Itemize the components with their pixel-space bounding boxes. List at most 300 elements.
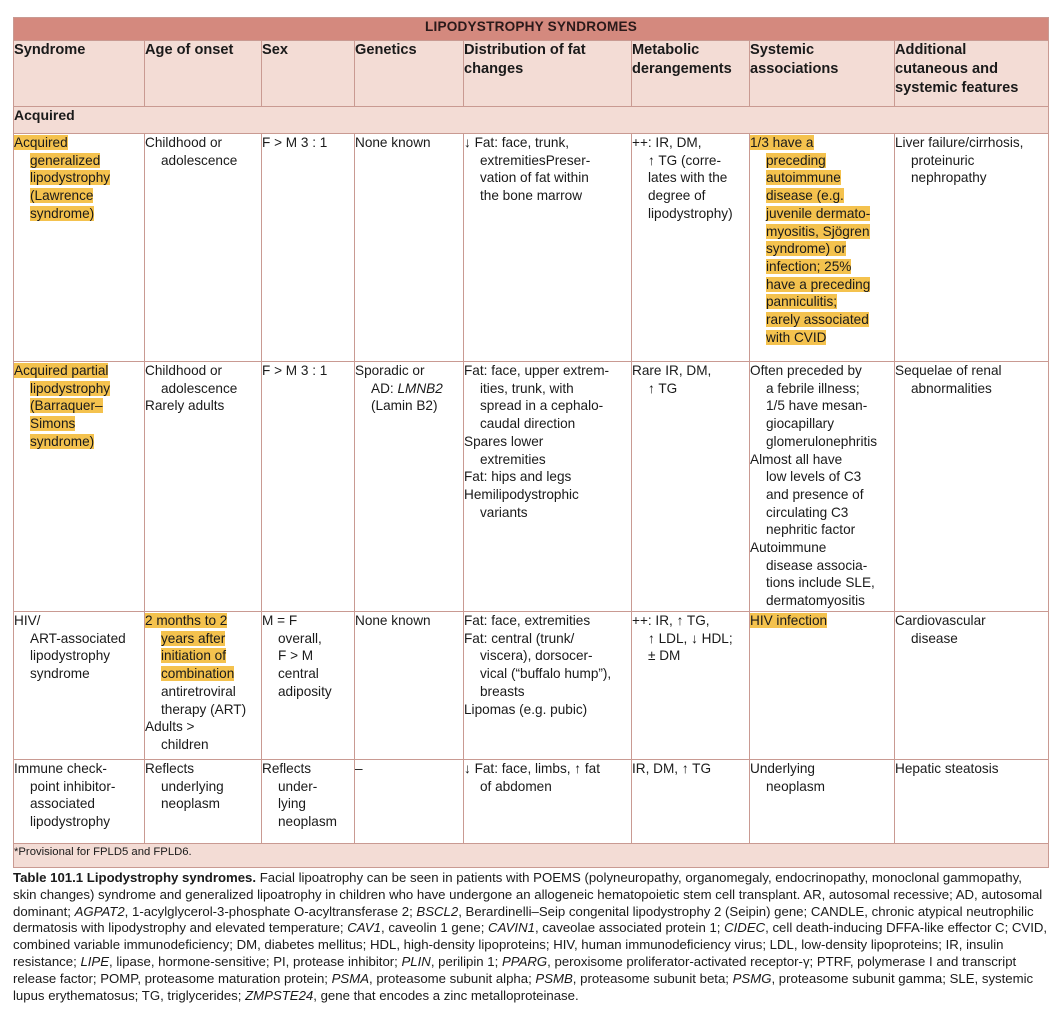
cell-text: IR, DM, ↑ TG — [632, 761, 712, 776]
cell-sex — [262, 612, 355, 760]
cell-line — [464, 683, 631, 701]
cell-line — [14, 134, 144, 152]
cell-line — [145, 380, 261, 398]
cell-text: infection; 25% — [766, 258, 852, 274]
cell-text: juvenile dermato- — [766, 205, 871, 221]
cell-text: tions include SLE, — [766, 575, 875, 591]
cell-text: caudal direction — [480, 416, 576, 432]
cell-text: 1/3 have a — [750, 135, 814, 150]
cell-sex — [262, 134, 355, 362]
cell-text: ↑ LDL, ↓ HDL; — [648, 630, 733, 646]
caption-segment: , cell death-inducing DFFA-like effector C; CVID, combined variable immunodeficiency; DM, diabetes mellitus; HDL, high-density lipoproteins; HIV, human immunodeficiency virus; LDL, low-density lipoproteins; IR, insulin resistance; — [13, 920, 1048, 969]
header-line: Systemic — [750, 42, 815, 58]
cell-line — [464, 380, 631, 398]
cell-line — [895, 362, 1048, 380]
cell-line — [632, 187, 749, 205]
cell-text: nephritic factor — [766, 522, 856, 538]
cell-line — [14, 433, 144, 451]
cell-line — [750, 205, 894, 223]
cell-line — [464, 415, 631, 433]
caption-segment: PSMB — [535, 970, 573, 986]
cell-line — [464, 665, 631, 683]
caption-segment: , lipase, hormone-sensitive; PI, protease inhibitor; — [109, 953, 402, 969]
cell-line — [14, 205, 144, 223]
cell-line — [262, 612, 354, 630]
caption-segment: , proteasome subunit beta; — [572, 970, 733, 986]
caption-segment: CAVIN1 — [488, 920, 535, 936]
column-header — [14, 41, 145, 107]
cell-text: glomerulonephritis — [766, 433, 878, 449]
cell-text: have a preceding — [766, 276, 871, 292]
header-line: Additional — [895, 42, 967, 58]
cell-text: Fat: face, upper extrem- — [464, 363, 610, 378]
cell-age — [145, 760, 262, 844]
cell-additional — [895, 362, 1049, 612]
cell-line — [145, 134, 261, 152]
cell-systemic — [750, 612, 895, 760]
caption-segment: PSMA — [331, 970, 369, 986]
cell-line — [14, 362, 144, 380]
cell-line — [14, 397, 144, 415]
cell-text: syndrome) — [30, 433, 95, 449]
cell-line — [14, 813, 144, 831]
cell-text: Hemilipodystrophic — [464, 486, 579, 502]
cell-line — [262, 778, 354, 796]
cell-line — [464, 486, 631, 504]
cell-text: adiposity — [278, 683, 332, 699]
cell-text: disease (e.g. — [766, 188, 844, 204]
cell-distribution — [464, 612, 632, 760]
cell-line — [145, 362, 261, 380]
column-header — [632, 41, 750, 107]
cell-line — [145, 778, 261, 796]
cell-line — [632, 205, 749, 223]
cell-text: Liver failure/cirrhosis, — [895, 135, 1024, 150]
cell-text: of abdomen — [480, 778, 552, 794]
cell-line — [750, 397, 894, 415]
cell-line — [145, 152, 261, 170]
section-label: Acquired — [14, 107, 1049, 134]
cell-line — [14, 380, 144, 398]
cell-text: M = F — [262, 613, 298, 628]
cell-line — [14, 647, 144, 665]
cell-text: syndrome — [30, 666, 90, 682]
cell-line — [750, 521, 894, 539]
cell-text: AD: LMNB2 — [371, 380, 443, 396]
cell-text: syndrome) — [30, 205, 95, 221]
cell-text: ↑ TG — [648, 380, 678, 396]
cell-line — [895, 134, 1048, 152]
cell-text: Fat: hips and legs — [464, 469, 572, 485]
cell-line — [262, 813, 354, 831]
cell-text: generalized — [30, 152, 101, 168]
cell-line — [145, 665, 261, 683]
cell-text: disease — [911, 630, 958, 646]
cell-line — [750, 380, 894, 398]
cell-text: Adults > — [145, 719, 195, 735]
header-line: cutaneous and — [895, 61, 998, 77]
cell-line — [750, 152, 894, 170]
cell-line — [632, 612, 749, 630]
cell-line — [14, 612, 144, 630]
cell-line — [355, 760, 463, 778]
cell-line — [145, 630, 261, 648]
cell-line — [750, 329, 894, 347]
header-line: derangements — [632, 61, 732, 77]
cell-age — [145, 612, 262, 760]
cell-text: ↓ Fat: face, trunk, — [464, 135, 570, 150]
table-row — [14, 134, 1049, 362]
caption-segment: , perilipin 1; — [430, 953, 502, 969]
cell-text: preceding — [766, 152, 826, 168]
caption-segment: CAV1 — [347, 920, 381, 936]
cell-text: Rare IR, DM, — [632, 363, 712, 378]
cell-text: lipodystrophy — [30, 170, 111, 186]
cell-line — [262, 647, 354, 665]
cell-line — [750, 362, 894, 380]
cell-line — [750, 486, 894, 504]
cell-line — [750, 468, 894, 486]
cell-metabolic — [632, 362, 750, 612]
cell-line — [750, 592, 894, 610]
header-line: Syndrome — [14, 42, 86, 58]
cell-line — [464, 778, 631, 796]
cell-text: proteinuric — [911, 152, 975, 168]
cell-text: Almost all have — [750, 451, 843, 467]
cell-text: ART-associated — [30, 630, 126, 646]
cell-text: lying — [278, 796, 306, 812]
cell-additional — [895, 760, 1049, 844]
column-header — [355, 41, 464, 107]
cell-text: None known — [355, 135, 431, 150]
cell-line — [145, 736, 261, 754]
cell-text: None known — [355, 613, 431, 628]
cell-text: ++: IR, ↑ TG, — [632, 613, 710, 628]
cell-text: Childhood or — [145, 363, 223, 378]
cell-text: F > M 3 : 1 — [262, 363, 328, 378]
caption-segment: PLIN — [401, 953, 431, 969]
cell-line — [750, 760, 894, 778]
cell-line — [632, 647, 749, 665]
cell-line — [750, 574, 894, 592]
cell-text: adolescence — [161, 152, 238, 168]
cell-text: variants — [480, 504, 528, 520]
cell-text: F > M 3 : 1 — [262, 135, 328, 150]
cell-text: extremitiesPreser- — [480, 152, 591, 168]
cell-text: (Lawrence — [30, 188, 94, 204]
cell-text: therapy (ART) — [161, 701, 247, 717]
cell-text: and presence of — [766, 486, 864, 502]
cell-distribution — [464, 362, 632, 612]
cell-text: lates with the — [648, 170, 728, 186]
cell-line — [750, 415, 894, 433]
header-line: Age of onset — [145, 42, 234, 58]
cell-text: lipodystrophy) — [648, 205, 733, 221]
cell-metabolic — [632, 760, 750, 844]
cell-line — [145, 647, 261, 665]
cell-line — [895, 630, 1048, 648]
column-header — [262, 41, 355, 107]
cell-text: panniculitis; — [766, 294, 838, 310]
table-title: LIPODYSTROPHY SYNDROMES — [14, 18, 1049, 41]
cell-line — [145, 795, 261, 813]
cell-syndrome — [14, 760, 145, 844]
caption-text — [13, 870, 1047, 1003]
cell-line — [145, 718, 261, 736]
cell-text: vation of fat within — [480, 170, 589, 186]
header-line: Sex — [262, 42, 288, 58]
cell-age — [145, 134, 262, 362]
cell-text: vical (“buffalo hump”), — [480, 666, 612, 682]
table-row — [14, 612, 1049, 760]
cell-line — [750, 612, 894, 630]
cell-text: circulating C3 — [766, 504, 849, 520]
cell-text: Often preceded by — [750, 363, 862, 378]
cell-text: point inhibitor- — [30, 778, 116, 794]
cell-text: ± DM — [648, 648, 681, 664]
cell-systemic — [750, 362, 895, 612]
cell-line — [355, 362, 463, 380]
cell-line — [464, 134, 631, 152]
cell-line — [750, 539, 894, 557]
cell-line — [464, 397, 631, 415]
cell-text: adolescence — [161, 380, 238, 396]
cell-line — [632, 134, 749, 152]
cell-distribution — [464, 134, 632, 362]
cell-line — [464, 187, 631, 205]
cell-text: with CVID — [766, 329, 827, 345]
cell-text: autoimmune — [766, 170, 841, 186]
cell-text: underlying — [161, 778, 224, 794]
cell-text: Childhood or — [145, 135, 223, 150]
cell-line — [632, 169, 749, 187]
cell-text: central — [278, 666, 319, 682]
cell-text: degree of — [648, 188, 706, 204]
table-footnote: *Provisional for FPLD5 and FPLD6. — [14, 844, 1049, 868]
cell-text: neoplasm — [278, 814, 337, 830]
cell-text: years after — [161, 630, 226, 646]
cell-text: rarely associated — [766, 312, 869, 328]
cell-text: Rarely adults — [145, 398, 225, 414]
cell-line — [750, 187, 894, 205]
cell-text: 1/5 have mesan- — [766, 398, 868, 414]
table-caption — [13, 870, 1048, 1004]
cell-additional — [895, 134, 1049, 362]
caption-segment: ZMPSTE24 — [245, 987, 314, 1003]
caption-segment: AGPAT2 — [74, 903, 125, 919]
caption-segment: , caveolin 1 gene; — [381, 920, 489, 936]
cell-line — [750, 134, 894, 152]
cell-text: 2 months to 2 — [145, 613, 228, 628]
column-header — [750, 41, 895, 107]
caption-segment: CIDEC — [724, 920, 766, 936]
cell-text: associated — [30, 796, 95, 812]
cell-line — [145, 760, 261, 778]
cell-distribution — [464, 760, 632, 844]
cell-text: Fat: central (trunk/ — [464, 630, 575, 646]
cell-line — [14, 795, 144, 813]
cell-line — [464, 504, 631, 522]
caption-segment: Facial lipoatrophy can be seen in patients with POEMS (polyneuropathy, organomegaly, endocrinopathy, monoclonal gammopathy, skin changes) syndrome and generalized lipoatrophy in children who have undergone an allogeneic hematopoietic stem cell transplant. AR, autosomal recessive; AD, autosomal dominant; — [13, 870, 1043, 919]
cell-text: ↑ TG (corre- — [648, 152, 722, 168]
cell-metabolic — [632, 134, 750, 362]
header-line: associations — [750, 61, 839, 77]
cell-syndrome — [14, 612, 145, 760]
cell-text: Sporadic or — [355, 363, 425, 378]
cell-text: lipodystrophy — [30, 648, 111, 664]
cell-text: Acquired — [14, 135, 68, 150]
caption-segment: , proteasome subunit gamma; SLE, systemic lupus erythematosus; TG, triglycerides; — [13, 970, 1034, 1003]
cell-text: nephropathy — [911, 170, 987, 186]
caption-segment: LIPE — [80, 953, 110, 969]
lipodystrophy-table — [13, 17, 1049, 868]
cell-line — [895, 152, 1048, 170]
cell-text: ↓ Fat: face, limbs, ↑ fat — [464, 761, 600, 776]
cell-line — [355, 380, 463, 398]
cell-text: low levels of C3 — [766, 469, 862, 485]
header-line: Genetics — [355, 42, 417, 58]
cell-line — [145, 612, 261, 630]
column-header — [145, 41, 262, 107]
cell-syndrome — [14, 362, 145, 612]
caption-segment: , 1-acylglycerol-3-phosphate O-acyltransferase 2; — [124, 903, 417, 919]
cell-line — [262, 665, 354, 683]
caption-segment: , peroxisome proliferator-activated receptor-γ; PTRF, polymerase I and transcript release factor; POMP, proteasome maturation protein; — [13, 953, 1017, 986]
cell-line — [895, 169, 1048, 187]
cell-text: Cardiovascular — [895, 613, 986, 628]
cell-line — [14, 760, 144, 778]
cell-text: Simons — [30, 416, 76, 432]
cell-text: HIV infection — [750, 613, 828, 628]
table-row — [14, 362, 1049, 612]
cell-text: dermatomyositis — [766, 593, 865, 609]
cell-line — [145, 397, 261, 415]
cell-text: antiretroviral — [161, 683, 236, 699]
cell-genetics — [355, 362, 464, 612]
cell-text: F > M — [278, 648, 314, 664]
cell-text: Sequelae of renal — [895, 363, 1002, 378]
cell-line — [262, 760, 354, 778]
cell-line — [750, 293, 894, 311]
cell-line — [632, 630, 749, 648]
column-header — [895, 41, 1049, 107]
cell-line — [14, 187, 144, 205]
cell-text: Spares lower — [464, 433, 544, 449]
cell-line — [464, 468, 631, 486]
cell-text: a febrile illness; — [766, 380, 860, 396]
cell-line — [14, 169, 144, 187]
cell-text: Fat: face, extremities — [464, 613, 591, 628]
cell-genetics — [355, 134, 464, 362]
cell-line — [145, 701, 261, 719]
cell-line — [14, 778, 144, 796]
cell-line — [632, 380, 749, 398]
cell-line — [632, 760, 749, 778]
cell-text: (Lamin B2) — [371, 398, 438, 414]
cell-text: Acquired partial — [14, 363, 109, 378]
header-line: Distribution of fat — [464, 42, 586, 58]
cell-line — [464, 701, 631, 719]
cell-text: under- — [278, 778, 318, 794]
cell-genetics — [355, 760, 464, 844]
cell-text: syndrome) or — [766, 241, 847, 257]
cell-line — [632, 152, 749, 170]
caption-segment: PPARG — [501, 953, 548, 969]
cell-line — [464, 630, 631, 648]
cell-line — [750, 169, 894, 187]
header-line: changes — [464, 61, 524, 77]
cell-text: Underlying — [750, 761, 815, 776]
cell-text: lipodystrophy — [30, 814, 111, 830]
cell-line — [262, 362, 354, 380]
cell-text: giocapillary — [766, 416, 835, 432]
cell-metabolic — [632, 612, 750, 760]
cell-line — [750, 778, 894, 796]
cell-line — [895, 612, 1048, 630]
cell-line — [262, 630, 354, 648]
cell-text: Reflects — [262, 761, 312, 776]
cell-text: initiation of — [161, 648, 226, 664]
cell-text: HIV/ — [14, 613, 41, 628]
cell-line — [750, 276, 894, 294]
cell-text: overall, — [278, 630, 322, 646]
cell-line — [14, 630, 144, 648]
cell-text: disease associa- — [766, 557, 868, 573]
cell-text: the bone marrow — [480, 188, 583, 204]
cell-line — [262, 795, 354, 813]
caption-segment: BSCL2 — [416, 903, 459, 919]
cell-age — [145, 362, 262, 612]
cell-line — [14, 152, 144, 170]
cell-text: ++: IR, DM, — [632, 135, 702, 150]
cell-line — [355, 612, 463, 630]
cell-line — [145, 683, 261, 701]
cell-line — [750, 223, 894, 241]
cell-line — [895, 760, 1048, 778]
header-line: Metabolic — [632, 42, 700, 58]
cell-line — [632, 362, 749, 380]
cell-text: Reflects — [145, 761, 195, 776]
caption-segment: , proteasome subunit alpha; — [369, 970, 536, 986]
cell-line — [750, 240, 894, 258]
cell-line — [464, 451, 631, 469]
caption-segment: , Berardinelli–Seip congenital lipodystrophy 2 (Seipin) gene; CANDLE, chronic atypical neutrophilic dermatosis with lipodystrophy and elevated temperature; — [13, 903, 1034, 936]
cell-line — [14, 415, 144, 433]
cell-line — [14, 665, 144, 683]
cell-line — [355, 397, 463, 415]
cell-text: (Barraquer– — [30, 398, 103, 414]
caption-label: Table 101.1 Lipodystrophy syndromes. — [13, 870, 257, 885]
cell-line — [464, 362, 631, 380]
cell-text: Immune check- — [14, 761, 107, 776]
caption-segment: , gene that encodes a zinc metalloproteinase. — [313, 987, 579, 1003]
cell-text: neoplasm — [161, 796, 220, 812]
cell-systemic — [750, 134, 895, 362]
table-row — [14, 760, 1049, 844]
cell-text: extremities — [480, 451, 546, 467]
cell-additional — [895, 612, 1049, 760]
cell-text: Autoimmune — [750, 540, 827, 556]
cell-line — [750, 504, 894, 522]
cell-sex — [262, 760, 355, 844]
cell-line — [750, 451, 894, 469]
header-row — [14, 41, 1049, 107]
cell-line — [464, 647, 631, 665]
cell-text: Lipomas (e.g. pubic) — [464, 701, 588, 717]
cell-line — [464, 612, 631, 630]
cell-genetics — [355, 612, 464, 760]
cell-line — [750, 433, 894, 451]
